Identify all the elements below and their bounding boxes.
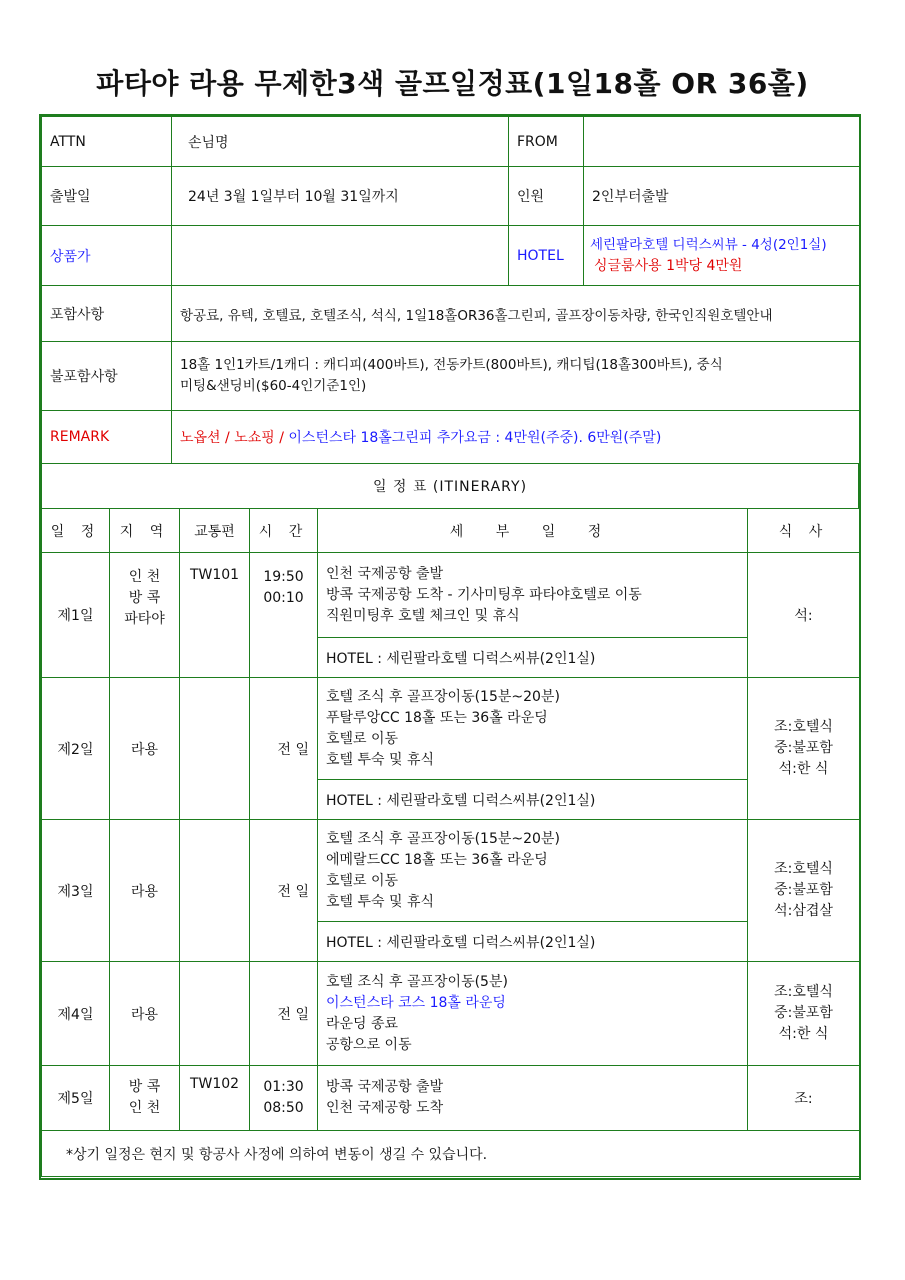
day4-label: 제4일 — [42, 962, 110, 1066]
day1-time-1: 19:50 — [263, 569, 304, 585]
day3-detail-1: 호텔 조식 후 골프장이동(15분~20분) — [326, 830, 560, 847]
from-value — [584, 117, 860, 167]
day4-region: 라용 — [110, 962, 180, 1066]
include-value: 항공료, 유텍, 호텔료, 호텔조식, 석식, 1일18홀OR36홀그린피, 골프장이동차량, 한국인직원호텔안내 — [172, 286, 860, 342]
day1-time — [250, 553, 318, 678]
day4-detail-4: 공항으로 이동 — [326, 1036, 412, 1053]
day1-region-2: 방 콕 — [128, 590, 161, 606]
people-value: 2인부터출발 — [584, 167, 860, 226]
exclude-line-2: 미팅&샌딩비($60-4인기준1인) — [180, 378, 367, 394]
day4-detail-2: 이스턴스타 코스 18홀 라운딩 — [326, 994, 506, 1011]
day2-meal-1: 조:호텔식 — [774, 719, 833, 735]
header-transport: 교통편 — [180, 509, 250, 553]
day5-meals — [748, 1066, 860, 1131]
attn-label: ATTN — [42, 117, 172, 167]
day4-meal-2: 중:불포함 — [774, 1005, 833, 1021]
remark-value — [172, 411, 860, 464]
remark-label: REMARK — [42, 411, 172, 464]
day1-hotel: HOTEL : 세린팔라호텔 디럭스씨뷰(2인1실) — [318, 638, 748, 678]
day1-transport: TW101 — [180, 553, 250, 678]
day2-meals — [748, 678, 860, 820]
day1-meal-1: 석: — [794, 608, 813, 624]
day2-details — [318, 678, 748, 780]
day4-meal-1: 조:호텔식 — [774, 984, 833, 1000]
day2-detail-4: 호텔 투숙 및 휴식 — [326, 751, 435, 768]
header-details: 세 부 일 정 — [318, 509, 748, 553]
day3-meal-3: 석:삼겹살 — [774, 903, 833, 919]
day5-time-2: 08:50 — [263, 1100, 304, 1116]
day3-detail-2: 에메랄드CC 18홀 또는 36홀 라운딩 — [326, 851, 548, 868]
day5-time-1: 01:30 — [263, 1079, 304, 1095]
day1-label: 제1일 — [42, 553, 110, 678]
from-label: FROM — [509, 117, 584, 167]
hotel-line-1: 세린팔라호텔 디럭스씨뷰 - 4성(2인1실) — [590, 236, 827, 253]
day1-meals — [748, 553, 860, 678]
day2-meal-2: 중:불포함 — [774, 740, 833, 756]
day2-transport — [180, 678, 250, 820]
header-time: 시 간 — [250, 509, 318, 553]
itinerary-table — [41, 508, 860, 1177]
day5-detail-1: 방콕 국제공항 출발 — [326, 1079, 444, 1095]
day5-region-1: 방 콕 — [128, 1079, 161, 1095]
depart-value: 24년 3월 1일부터 10월 31일까지 — [172, 167, 509, 226]
day2-time: 전 일 — [250, 678, 318, 820]
day2-hotel: HOTEL : 세린팔라호텔 디럭스씨뷰(2인1실) — [318, 780, 748, 820]
day4-details — [318, 962, 748, 1066]
day1-region — [110, 553, 180, 678]
price-value — [172, 226, 509, 286]
day3-region: 라용 — [110, 820, 180, 962]
attn-value: 손님명 — [172, 117, 509, 167]
day5-details — [318, 1066, 748, 1131]
itinerary-title: 일 정 표 (ITINERARY) — [42, 464, 859, 509]
day4-meal-3: 석:한 식 — [778, 1026, 829, 1042]
day1-detail-2: 방콕 국제공항 도착 - 기사미팅후 파타야호텔로 이동 — [326, 586, 642, 603]
day3-details — [318, 820, 748, 922]
people-label: 인원 — [509, 167, 584, 226]
day1-region-3: 파타야 — [124, 611, 165, 627]
day1-time-2: 00:10 — [263, 590, 304, 606]
day2-region: 라용 — [110, 678, 180, 820]
footnote: *상기 일정은 현지 및 항공사 사정에 의하여 변동이 생길 수 있습니다. — [42, 1131, 860, 1177]
exclude-label: 불포함사항 — [42, 342, 172, 411]
depart-label: 출발일 — [42, 167, 172, 226]
day3-meal-2: 중:불포함 — [774, 882, 833, 898]
include-label: 포함사항 — [42, 286, 172, 342]
hotel-value — [584, 226, 860, 286]
day2-detail-3: 호텔로 이동 — [326, 730, 399, 747]
day3-meal-1: 조:호텔식 — [774, 861, 833, 877]
exclude-line-1: 18홀 1인1카트/1캐디 : 캐디피(400바트), 전동카트(800바트), 캐디팁(18홀300바트), 중식 — [180, 357, 723, 373]
remark-red-text: 노옵션 / 노쇼핑 / — [180, 430, 284, 446]
day3-detail-4: 호텔 투숙 및 휴식 — [326, 893, 435, 910]
day4-time: 전 일 — [250, 962, 318, 1066]
day5-region-2: 인 천 — [128, 1100, 161, 1116]
day4-detail-3: 라운딩 종료 — [326, 1015, 399, 1032]
day1-detail-1: 인천 국제공항 출발 — [326, 565, 444, 582]
day3-label: 제3일 — [42, 820, 110, 962]
day2-meal-3: 석:한 식 — [778, 761, 829, 777]
day4-transport — [180, 962, 250, 1066]
day5-detail-2: 인천 국제공항 도착 — [326, 1100, 444, 1116]
day5-label: 제5일 — [42, 1066, 110, 1131]
header-day: 일 정 — [42, 509, 110, 553]
day3-transport — [180, 820, 250, 962]
day2-detail-1: 호텔 조식 후 골프장이동(15분~20분) — [326, 688, 560, 705]
day1-region-1: 인 천 — [128, 569, 161, 585]
page-title: 파타야 라용 무제한3색 골프일정표(1일18홀 OR 36홀) — [96, 67, 809, 100]
day4-meals — [748, 962, 860, 1066]
day2-label: 제2일 — [42, 678, 110, 820]
day5-time — [250, 1066, 318, 1131]
day3-hotel: HOTEL : 세린팔라호텔 디럭스씨뷰(2인1실) — [318, 922, 748, 962]
day4-detail-1: 호텔 조식 후 골프장이동(5분) — [326, 973, 508, 990]
info-table — [41, 116, 860, 464]
day2-detail-2: 푸탈루앙CC 18홀 또는 36홀 라운딩 — [326, 709, 548, 726]
day5-meal-1: 조: — [794, 1091, 813, 1107]
hotel-line-2: 싱글룸사용 1박당 4만원 — [594, 257, 743, 274]
header-region: 지 역 — [110, 509, 180, 553]
hotel-label: HOTEL — [509, 226, 584, 286]
day5-transport: TW102 — [180, 1066, 250, 1131]
price-label: 상품가 — [42, 226, 172, 286]
day3-time: 전 일 — [250, 820, 318, 962]
day3-detail-3: 호텔로 이동 — [326, 872, 399, 889]
exclude-value — [172, 342, 860, 411]
remark-blue-text: 이스턴스타 18홀그린피 추가요금 : 4만원(주중). 6만원(주말) — [288, 430, 662, 446]
day1-details — [318, 553, 748, 638]
day1-detail-3: 직원미팅후 호텔 체크인 및 휴식 — [326, 607, 520, 624]
itinerary-title-table — [41, 463, 859, 509]
day5-region — [110, 1066, 180, 1131]
header-meals: 식 사 — [748, 509, 860, 553]
day3-meals — [748, 820, 860, 962]
